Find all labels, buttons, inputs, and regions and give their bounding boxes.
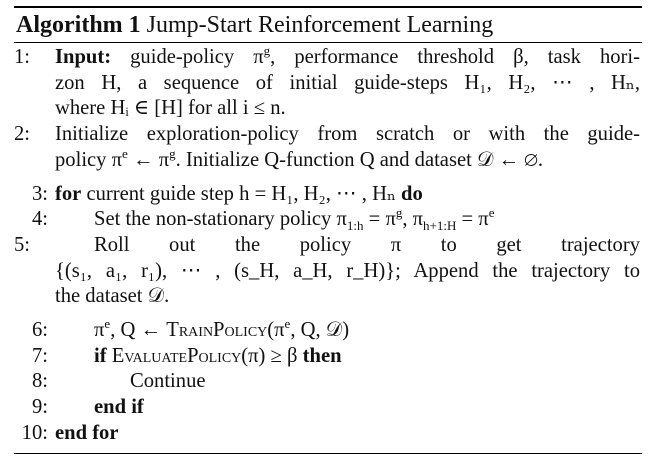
keyword-for: for bbox=[55, 182, 82, 205]
line-text: Initialize exploration-policy from scratch or with the guide- bbox=[55, 123, 640, 146]
keyword-do: do bbox=[401, 182, 423, 205]
function-train-policy: TrainPolicy bbox=[166, 319, 268, 342]
algorithm-line-5-cont bbox=[14, 284, 642, 310]
line-text: , π bbox=[402, 208, 424, 231]
keyword-end-for: end for bbox=[55, 421, 119, 444]
line-text: Set the non-stationary policy π bbox=[94, 208, 347, 231]
line-text: , performance threshold β, task hori- bbox=[270, 46, 640, 68]
line-number: 3: bbox=[31, 182, 48, 205]
line-text: = π bbox=[456, 208, 489, 231]
algorithm-line-5-cont bbox=[14, 259, 642, 285]
algorithm-line-6 bbox=[14, 318, 642, 344]
line-text: ← π bbox=[127, 148, 170, 171]
superscript: g bbox=[169, 145, 176, 161]
algorithm-line-1-cont bbox=[14, 96, 642, 122]
algorithm-label: Algorithm 1 bbox=[16, 12, 141, 38]
keyword-if: if bbox=[94, 344, 107, 367]
subscript: 1:h bbox=[346, 218, 364, 234]
line-text: {(s₁, a₁, r₁), ⋯ , (s_H, a_H, r_H)}; Append the trajectory to bbox=[55, 259, 640, 282]
line-text: . Initialize Q-function Q and dataset 𝒟 ← ∅. bbox=[175, 148, 544, 171]
algorithm-block bbox=[14, 6, 642, 454]
superscript: e bbox=[284, 316, 291, 332]
algorithm-line-5 bbox=[14, 233, 642, 259]
algorithm-line-1 bbox=[14, 45, 642, 71]
algorithm-line-2 bbox=[14, 122, 642, 148]
superscript: e bbox=[122, 145, 128, 161]
algorithm-line-10 bbox=[14, 421, 642, 447]
line-number: 7: bbox=[31, 344, 48, 367]
algorithm-line-9 bbox=[14, 395, 642, 421]
algorithm-line-3 bbox=[14, 182, 642, 208]
line-text: π bbox=[94, 319, 105, 342]
function-evaluate-policy: EvaluatePolicy bbox=[111, 344, 242, 367]
line-text: = π bbox=[363, 208, 396, 231]
line-number: 4: bbox=[31, 208, 48, 231]
line-text: guide-policy π bbox=[111, 46, 264, 68]
line-number: 5: bbox=[14, 233, 31, 256]
bottom-rule bbox=[14, 453, 642, 454]
line-number: 8: bbox=[31, 370, 48, 393]
line-text: , Q ← bbox=[110, 319, 167, 342]
line-text: Continue bbox=[130, 370, 206, 393]
line-text: current guide step h = H₁, H₂, ⋯ , Hₙ bbox=[81, 182, 402, 205]
keyword-input: Input: bbox=[55, 46, 112, 68]
line-text: (π) ≥ β bbox=[241, 344, 303, 367]
superscript: e bbox=[104, 316, 111, 332]
superscript: g bbox=[263, 43, 271, 59]
superscript: e bbox=[488, 205, 495, 221]
algorithm-line-7 bbox=[14, 344, 642, 370]
superscript: g bbox=[395, 205, 403, 221]
line-text: where Hᵢ ∈ [H] for all i ≤ n. bbox=[55, 97, 286, 120]
line-number: 6: bbox=[31, 319, 48, 342]
line-text: Roll out the policy π to get trajectory bbox=[94, 233, 640, 256]
line-number: 9: bbox=[31, 396, 48, 419]
algorithm-title: Jump-Start Reinforcement Learning bbox=[146, 12, 494, 38]
algorithm-line-8 bbox=[14, 369, 642, 395]
line-number: 2: bbox=[14, 123, 31, 146]
algorithm-line-1-cont bbox=[14, 71, 642, 97]
algorithm-line-4 bbox=[14, 207, 642, 233]
line-number: 1: bbox=[14, 46, 31, 68]
line-text: the dataset 𝒟. bbox=[55, 285, 170, 308]
line-text: , Q, 𝒟) bbox=[290, 319, 350, 342]
keyword-then: then bbox=[302, 344, 342, 367]
algorithm-line-2-cont bbox=[14, 145, 642, 174]
line-text: policy π bbox=[55, 148, 123, 171]
keyword-end-if: end if bbox=[94, 396, 144, 419]
line-number: 10: bbox=[21, 421, 48, 444]
algorithm-body bbox=[14, 43, 642, 447]
line-text: (π bbox=[267, 319, 285, 342]
algorithm-caption bbox=[14, 8, 642, 42]
line-text: zon H, a sequence of initial guide-steps H₁, H₂, ⋯ , Hₙ, bbox=[55, 71, 640, 94]
subscript: h+1:H bbox=[423, 218, 457, 234]
